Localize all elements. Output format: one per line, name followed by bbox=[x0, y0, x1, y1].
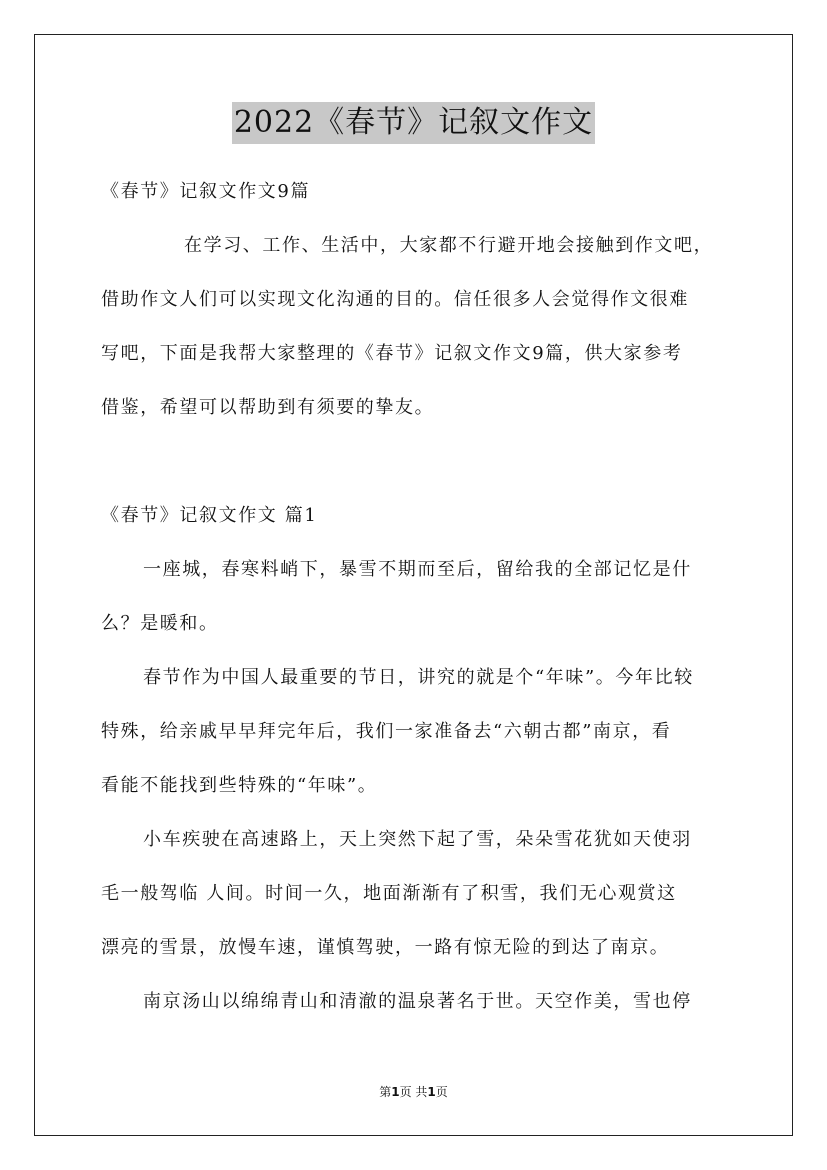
body-line: 毛一般驾临 人间。时间一久，地面渐渐有了积雪，我们无心观赏这 bbox=[101, 883, 677, 904]
title-container bbox=[0, 102, 827, 144]
intro-line: 借鉴，希望可以帮助到有须要的挚友。 bbox=[101, 397, 435, 418]
footer-current-page: 1 bbox=[391, 1085, 400, 1099]
footer-total-pages: 1 bbox=[427, 1085, 436, 1099]
footer-mid: 页 共 bbox=[399, 1085, 428, 1099]
intro-line: 写吧，下面是我帮大家整理的《春节》记叙文作文9篇，供大家参考 bbox=[101, 343, 683, 364]
body-line: 小车疾驶在高速路上，天上突然下起了雪，朵朵雪花犹如天使羽 bbox=[143, 829, 692, 850]
footer-prefix: 第 bbox=[379, 1085, 392, 1099]
footer-suffix: 页 bbox=[435, 1085, 448, 1099]
body-line: 么？是暖和。 bbox=[101, 613, 219, 634]
body-line: 看能不能找到些特殊的“年味”。 bbox=[101, 775, 378, 796]
body-line: 一座城，春寒料峭下，暴雪不期而至后，留给我的全部记忆是什 bbox=[143, 559, 692, 580]
section-heading: 《春节》记叙文作文 篇1 bbox=[101, 505, 318, 526]
intro-line: 借助作文人们可以实现文化沟通的目的。信任很多人会觉得作文很难 bbox=[101, 289, 689, 310]
body-line: 南京汤山以绵绵青山和清澈的温泉著名于世。天空作美，雪也停 bbox=[143, 991, 692, 1012]
document-title: 2022《春节》记叙文作文 bbox=[232, 102, 595, 144]
body-line: 漂亮的雪景，放慢车速，谨慎驾驶，一路有惊无险的到达了南京。 bbox=[101, 937, 670, 958]
body-line: 特殊，给亲戚早早拜完年后，我们一家准备去“六朝古都”南京，看 bbox=[101, 721, 672, 742]
page-footer bbox=[0, 1084, 827, 1100]
intro-line: 在学习、工作、生活中，大家都不行避开地会接触到作文吧， bbox=[184, 235, 714, 256]
body-line: 春节作为中国人最重要的节日，讲究的就是个“年味”。今年比较 bbox=[143, 667, 694, 688]
subtitle: 《春节》记叙文作文9篇 bbox=[101, 181, 311, 202]
